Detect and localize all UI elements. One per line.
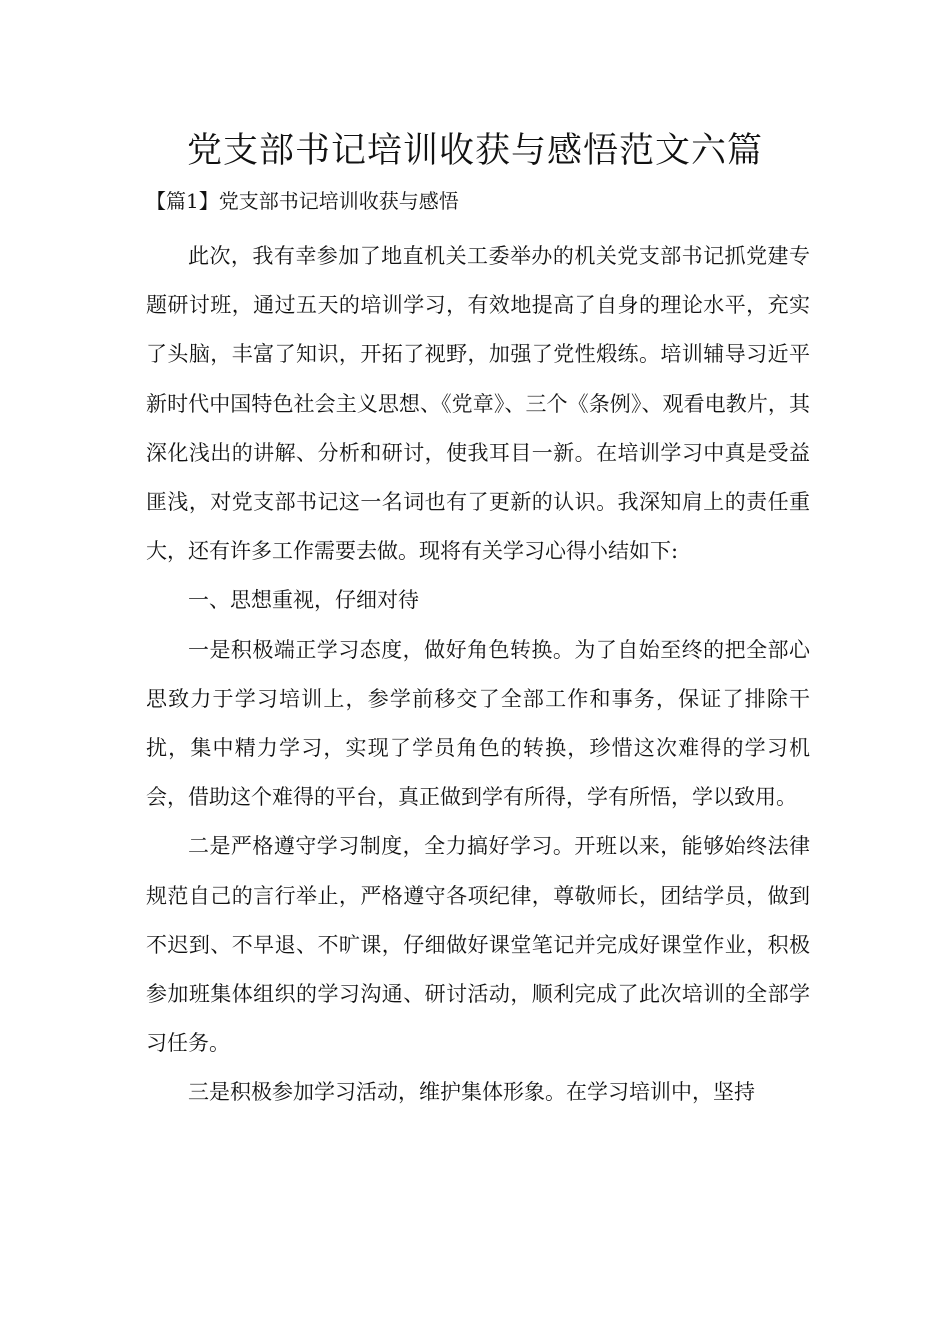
document-body bbox=[146, 232, 810, 1118]
section-heading: 【篇1】党支部书记培训收获与感悟 bbox=[146, 189, 459, 213]
paragraph-intro: 此次，我有幸参加了地直机关工委举办的机关党支部书记抓党建专题研讨班，通过五天的培训学习，有效地提高了自身的理论水平，充实了头脑，丰富了知识，开拓了视野，加强了党性煅练。培训辅导习近平新时代中国特色社会主义思想、《党章》、三个《条例》、观看电教片，其深化浅出的讲解、分析和研讨，使我耳目一新。在培训学习中真是受益匪浅，对党支部书记这一名词也有了更新的认识。我深知肩上的责任重大，还有许多工作需要去做。现将有关学习心得小结如下: bbox=[146, 244, 810, 564]
paragraph-second: 二是严格遵守学习制度，全力搞好学习。开班以来，能够始终法律规范自己的言行举止，严格遵守各项纪律，尊敬师长，团结学员，做到不迟到、不早退、不旷课，仔细做好课堂笔记并完成好课堂作业，积极参加班集体组织的学习沟通、研讨活动，顺利完成了此次培训的全部学习任务。 bbox=[146, 834, 810, 1056]
paragraph-third: 三是积极参加学习活动，维护集体形象。在学习培训中，坚持 bbox=[188, 1080, 755, 1105]
document-title: 党支部书记培训收获与感悟范文六篇 bbox=[186, 131, 763, 171]
subheading-point-one: 一、思想重视，仔细对待 bbox=[188, 588, 419, 613]
paragraph-first: 一是积极端正学习态度，做好角色转换。为了自始至终的把全部心思致力于学习培训上，参学前移交了全部工作和事务，保证了排除干扰，集中精力学习，实现了学员角色的转换，珍惜这次难得的学习机会，借助这个难得的平台，真正做到学有所得，学有所悟，学以致用。 bbox=[146, 637, 810, 810]
